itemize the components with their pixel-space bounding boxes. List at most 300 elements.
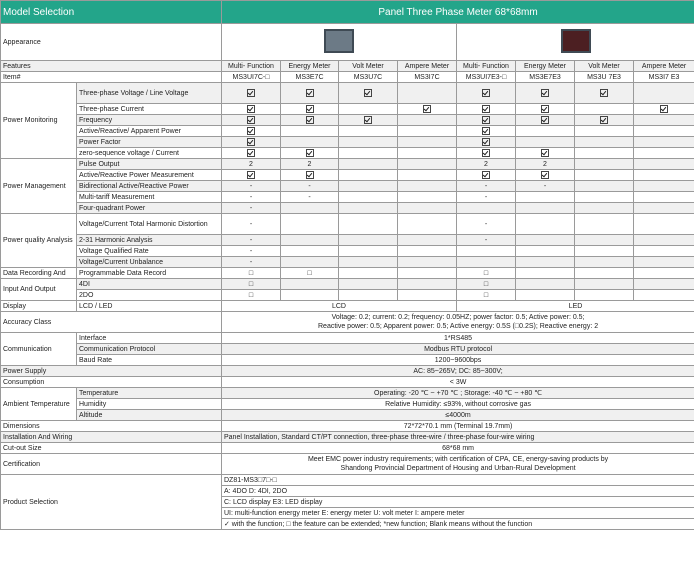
feature-value-cell [339, 235, 398, 246]
group-label: Data Recording And [1, 268, 77, 279]
check-icon [600, 89, 608, 97]
feature-value-cell [457, 203, 516, 214]
dimensions-label: Dimensions [1, 421, 222, 432]
check-icon [482, 116, 490, 124]
check-icon [541, 105, 549, 113]
feature-row [1, 137, 694, 148]
feature-check-cell [222, 137, 281, 148]
feature-value-cell [398, 279, 457, 290]
feature-value-cell: □ [222, 279, 281, 290]
feature-value-cell: - [281, 192, 339, 203]
feature-value-cell [575, 279, 634, 290]
item-col: MS3E7C [281, 72, 339, 83]
feature-value-cell [634, 148, 694, 159]
item-label: Item# [1, 72, 222, 83]
feature-name: Programmable Data Record [77, 268, 222, 279]
feature-row [1, 203, 694, 214]
install-value: Panel Installation, Standard CT/PT connection, three-phase three-wire / three-phase four-wire wiring [222, 432, 694, 443]
consumption-value: < 3W [222, 377, 694, 388]
feature-value-cell [398, 159, 457, 170]
comm-baud-row [1, 355, 694, 366]
feature-value-cell [339, 203, 398, 214]
check-icon [306, 171, 314, 179]
feature-value-cell [575, 257, 634, 268]
feature-value-cell [398, 290, 457, 301]
feature-name: Voltage/Current Total Harmonic Distortion [77, 214, 222, 235]
feature-value-cell: - [457, 214, 516, 235]
feature-name: Voltage/Current Unbalance [77, 257, 222, 268]
feature-value-cell: - [457, 192, 516, 203]
group-label: Power Monitoring [1, 83, 77, 159]
feature-col: Volt Meter [575, 61, 634, 72]
feature-value-cell [634, 126, 694, 137]
check-icon [247, 127, 255, 135]
feature-name: Active/Reactive/ Apparent Power [77, 126, 222, 137]
feature-value-cell [398, 170, 457, 181]
check-icon [247, 138, 255, 146]
feature-check-cell [575, 83, 634, 104]
feature-value-cell [398, 203, 457, 214]
feature-value-cell [575, 246, 634, 257]
feature-value-cell [634, 137, 694, 148]
led-meter-image [561, 29, 591, 53]
feature-value-cell: - [457, 181, 516, 192]
feature-check-cell [281, 148, 339, 159]
feature-row [1, 115, 694, 126]
item-col: MS3I7C [398, 72, 457, 83]
altitude-label: Altitude [77, 410, 222, 421]
selection-label: Product Selection [1, 475, 222, 530]
feature-value-cell [575, 137, 634, 148]
accuracy-value [222, 312, 694, 333]
feature-check-cell [281, 170, 339, 181]
consumption-row [1, 377, 694, 388]
feature-name: Three-phase Voltage / Line Voltage [77, 83, 222, 104]
feature-value-cell [516, 290, 575, 301]
check-icon [364, 89, 372, 97]
feature-check-cell [516, 170, 575, 181]
feature-check-cell [222, 170, 281, 181]
humidity-label: Humidity [77, 399, 222, 410]
item-col: MS3U 7E3 [575, 72, 634, 83]
features-row [1, 61, 694, 72]
item-col: MS3I7 E3 [634, 72, 694, 83]
feature-col: Multi- Function [457, 61, 516, 72]
check-icon [247, 105, 255, 113]
feature-value-cell [398, 126, 457, 137]
feature-value-cell [575, 192, 634, 203]
feature-value-cell [339, 159, 398, 170]
feature-name: 2-31 Harmonic Analysis [77, 235, 222, 246]
protocol-value: Modbus RTU protocol [222, 344, 694, 355]
feature-value-cell [339, 148, 398, 159]
header-row [1, 1, 694, 24]
feature-value-cell [516, 268, 575, 279]
feature-value-cell: □ [222, 268, 281, 279]
feature-value-cell: - [222, 246, 281, 257]
feature-value-cell [339, 192, 398, 203]
feature-check-cell [398, 104, 457, 115]
feature-row [1, 181, 694, 192]
feature-value-cell [575, 104, 634, 115]
feature-check-cell [222, 148, 281, 159]
feature-value-cell: □ [457, 268, 516, 279]
feature-value-cell [634, 170, 694, 181]
check-icon [600, 116, 608, 124]
feature-col: Ampere Meter [398, 61, 457, 72]
cutout-row [1, 443, 694, 454]
feature-row [1, 126, 694, 137]
feature-value-cell [516, 126, 575, 137]
feature-col: Energy Meter [516, 61, 575, 72]
feature-value-cell [398, 137, 457, 148]
feature-value-cell [634, 203, 694, 214]
selection-line: UI: multi-function energy meter E: energy meter U: volt meter I: ampere meter [222, 508, 694, 519]
feature-value-cell: □ [281, 268, 339, 279]
feature-value-cell: - [457, 235, 516, 246]
cutout-label: Cut-out Size [1, 443, 222, 454]
feature-value-cell [516, 214, 575, 235]
feature-row [1, 192, 694, 203]
feature-check-cell [575, 115, 634, 126]
feature-check-cell [457, 83, 516, 104]
feature-value-cell: 2 [516, 159, 575, 170]
feature-name: Multi-tariff Measurement [77, 192, 222, 203]
install-label: Installation And Wiring [1, 432, 222, 443]
group-label: Power Management [1, 159, 77, 214]
dimensions-value: 72*72*70.1 mm (Terminal 19.7mm) [222, 421, 694, 432]
feature-row [1, 214, 694, 235]
feature-value-cell [575, 148, 634, 159]
feature-value-cell: - [222, 192, 281, 203]
feature-value-cell: □ [457, 279, 516, 290]
features-label: Features [1, 61, 222, 72]
check-icon [541, 149, 549, 157]
check-icon [247, 116, 255, 124]
power-supply-value: AC: 85~265V; DC: 85~300V; [222, 366, 694, 377]
selection-line: ✓ with the function; □ the feature can be extended; *new function; Blank means without the function [222, 519, 694, 530]
feature-value-cell [281, 203, 339, 214]
group-label: Power quality Analysis [1, 214, 77, 268]
feature-value-cell [339, 181, 398, 192]
feature-value-cell [634, 246, 694, 257]
certification-value [222, 454, 694, 475]
lcd-meter-image-cell [222, 24, 457, 61]
feature-check-cell [634, 104, 694, 115]
feature-value-cell [516, 203, 575, 214]
check-icon [660, 105, 668, 113]
feature-row [1, 170, 694, 181]
feature-value-cell [281, 214, 339, 235]
cert-line-2: Shandong Provincial Department of Housing and Urban-Rural Development [340, 465, 576, 472]
accuracy-line-2: Reactive power: 0.5; Apparent power: 0.5; Active energy: 0.5S (□0.2S); Reactive energy: 2 [318, 323, 599, 330]
feature-value-cell [634, 214, 694, 235]
feature-value-cell [398, 246, 457, 257]
feature-col: Volt Meter [339, 61, 398, 72]
feature-check-cell [339, 115, 398, 126]
feature-value-cell [339, 290, 398, 301]
feature-name: Voltage Qualified Rate [77, 246, 222, 257]
feature-value-cell [516, 235, 575, 246]
check-icon [247, 89, 255, 97]
cutout-value: 68*68 mm [222, 443, 694, 454]
feature-value-cell [281, 137, 339, 148]
consumption-label: Consumption [1, 377, 222, 388]
feature-value-cell [634, 192, 694, 203]
feature-value-cell [339, 137, 398, 148]
feature-name: Pulse Output [77, 159, 222, 170]
feature-value-cell: - [222, 181, 281, 192]
feature-name: 2DO [77, 290, 222, 301]
feature-value-cell [575, 268, 634, 279]
check-icon [482, 127, 490, 135]
check-icon [541, 171, 549, 179]
feature-value-cell [634, 235, 694, 246]
feature-value-cell: □ [457, 290, 516, 301]
feature-value-cell [339, 268, 398, 279]
interface-value: 1*RS485 [222, 333, 694, 344]
humidity-row [1, 399, 694, 410]
feature-name: Bidirectional Active/Reactive Power [77, 181, 222, 192]
feature-check-cell [516, 104, 575, 115]
feature-check-cell [222, 126, 281, 137]
feature-value-cell: 2 [457, 159, 516, 170]
led-meter-image-cell [457, 24, 694, 61]
feature-row [1, 148, 694, 159]
feature-check-cell [516, 83, 575, 104]
feature-value-cell [634, 268, 694, 279]
display-lcd: LCD [222, 301, 457, 312]
check-icon [541, 89, 549, 97]
feature-value-cell [281, 126, 339, 137]
feature-name: 4DI [77, 279, 222, 290]
feature-value-cell [634, 257, 694, 268]
feature-value-cell [398, 235, 457, 246]
feature-value-cell [281, 235, 339, 246]
feature-value-cell [634, 279, 694, 290]
feature-check-cell [516, 115, 575, 126]
feature-value-cell [457, 246, 516, 257]
feature-value-cell: - [222, 203, 281, 214]
feature-name: Frequency [77, 115, 222, 126]
item-col: MS3U7C [339, 72, 398, 83]
feature-check-cell [457, 137, 516, 148]
certification-label: Certification [1, 454, 222, 475]
feature-row [1, 235, 694, 246]
feature-check-cell [457, 126, 516, 137]
check-icon [306, 149, 314, 157]
feature-row [1, 257, 694, 268]
item-row [1, 72, 694, 83]
check-icon [482, 89, 490, 97]
feature-value-cell [516, 192, 575, 203]
feature-row [1, 246, 694, 257]
check-icon [306, 116, 314, 124]
comm-protocol-row [1, 344, 694, 355]
install-row [1, 432, 694, 443]
power-supply-row [1, 366, 694, 377]
baud-label: Baud Rate [77, 355, 222, 366]
comm-interface-row [1, 333, 694, 344]
dimensions-row [1, 421, 694, 432]
feature-name: Three-phase Current [77, 104, 222, 115]
humidity-value: Relative Humidity: ≤93%, without corrosive gas [222, 399, 694, 410]
feature-value-cell: - [222, 214, 281, 235]
check-icon [306, 89, 314, 97]
interface-label: Interface [77, 333, 222, 344]
feature-row [1, 83, 694, 104]
selection-line: C: LCD display E3: LED display [222, 497, 694, 508]
group-label: Input And Output [1, 279, 77, 301]
feature-value-cell: - [222, 257, 281, 268]
display-row [1, 301, 694, 312]
header-left: Model Selection [1, 1, 222, 24]
feature-value-cell [634, 159, 694, 170]
feature-name: Power Factor [77, 137, 222, 148]
feature-value-cell [634, 115, 694, 126]
feature-value-cell [457, 257, 516, 268]
feature-check-cell [457, 115, 516, 126]
appearance-label: Appearance [1, 24, 222, 61]
feature-value-cell: 2 [222, 159, 281, 170]
check-icon [482, 105, 490, 113]
check-icon [247, 171, 255, 179]
selection-line: DZ81-MS3□7□-□ [222, 475, 694, 486]
feature-value-cell [339, 126, 398, 137]
feature-check-cell [516, 148, 575, 159]
check-icon [482, 149, 490, 157]
feature-value-cell: □ [222, 290, 281, 301]
altitude-value: ≤4000m [222, 410, 694, 421]
feature-row [1, 290, 694, 301]
feature-value-cell: - [222, 235, 281, 246]
feature-value-cell [575, 203, 634, 214]
check-icon [306, 105, 314, 113]
accuracy-label: Accuracy Class [1, 312, 222, 333]
header-right: Panel Three Phase Meter 68*68mm [222, 1, 694, 24]
feature-row [1, 159, 694, 170]
feature-name: zero-sequence voltage / Current [77, 148, 222, 159]
feature-value-cell [398, 181, 457, 192]
display-label: Display [1, 301, 77, 312]
check-icon [423, 105, 431, 113]
feature-check-cell [281, 115, 339, 126]
feature-value-cell [575, 235, 634, 246]
display-led: LED [457, 301, 694, 312]
feature-value-cell [281, 257, 339, 268]
feature-value-cell [281, 279, 339, 290]
feature-value-cell [575, 126, 634, 137]
feature-value-cell [575, 214, 634, 235]
cert-line-1: Meet EMC power industry requirements; with certification of CPA, CE, energy-saving products by [307, 456, 609, 463]
accuracy-line-1: Voltage: 0.2; current: 0.2; frequency: 0.05HZ; power factor: 0.5; Active power: 0.5; [331, 314, 585, 321]
feature-value-cell [339, 214, 398, 235]
check-icon [364, 116, 372, 124]
check-icon [482, 138, 490, 146]
feature-name: Active/Reactive Power Measurement [77, 170, 222, 181]
feature-check-cell [222, 83, 281, 104]
item-col: MS3UI7E3-□ [457, 72, 516, 83]
feature-value-cell [339, 279, 398, 290]
temperature-row [1, 388, 694, 399]
display-sub: LCD / LED [77, 301, 222, 312]
feature-value-cell: - [516, 181, 575, 192]
feature-value-cell: 2 [281, 159, 339, 170]
feature-value-cell [516, 279, 575, 290]
lcd-meter-image [324, 29, 354, 53]
baud-value: 1200~9600bps [222, 355, 694, 366]
check-icon [247, 149, 255, 157]
feature-value-cell: - [281, 181, 339, 192]
feature-value-cell [339, 246, 398, 257]
certification-row [1, 454, 694, 475]
feature-value-cell [516, 137, 575, 148]
feature-value-cell [634, 181, 694, 192]
feature-check-cell [457, 148, 516, 159]
protocol-label: Communication Protocol [77, 344, 222, 355]
feature-value-cell [339, 170, 398, 181]
feature-col: Ampere Meter [634, 61, 694, 72]
feature-value-cell [339, 257, 398, 268]
item-col: MS3UI7C-□ [222, 72, 281, 83]
feature-value-cell [398, 83, 457, 104]
feature-value-cell [575, 170, 634, 181]
selection-line: A: 4DO D: 4DI, 2DO [222, 486, 694, 497]
feature-value-cell [339, 104, 398, 115]
feature-value-cell [575, 181, 634, 192]
feature-value-cell [398, 214, 457, 235]
feature-check-cell [339, 83, 398, 104]
temperature-value: Operating: -20 ℃ ~ +70 ℃ ; Storage: -40 ℃ ~ +80 ℃ [222, 388, 694, 399]
feature-check-cell [281, 104, 339, 115]
feature-value-cell [398, 115, 457, 126]
feature-value-cell [634, 290, 694, 301]
feature-row [1, 268, 694, 279]
feature-value-cell [634, 83, 694, 104]
feature-value-cell [398, 192, 457, 203]
appearance-row [1, 24, 694, 61]
power-supply-label: Power Supply [1, 366, 222, 377]
feature-value-cell [516, 257, 575, 268]
accuracy-row [1, 312, 694, 333]
feature-check-cell [457, 104, 516, 115]
feature-value-cell [398, 268, 457, 279]
feature-name: Four-quadrant Power [77, 203, 222, 214]
communication-label: Communication [1, 333, 77, 366]
feature-value-cell [516, 246, 575, 257]
check-icon [541, 116, 549, 124]
feature-value-cell [281, 290, 339, 301]
item-col: MS3E7E3 [516, 72, 575, 83]
feature-col: Multi- Function [222, 61, 281, 72]
altitude-row [1, 410, 694, 421]
feature-row [1, 104, 694, 115]
feature-check-cell [457, 170, 516, 181]
feature-value-cell [575, 159, 634, 170]
feature-check-cell [222, 104, 281, 115]
feature-row [1, 279, 694, 290]
ambient-label: Ambient Temperature [1, 388, 77, 421]
feature-col: Energy Meter [281, 61, 339, 72]
check-icon [482, 171, 490, 179]
selection-row [1, 475, 694, 486]
feature-value-cell [398, 257, 457, 268]
feature-value-cell [575, 290, 634, 301]
feature-check-cell [281, 83, 339, 104]
feature-value-cell [398, 148, 457, 159]
feature-value-cell [281, 246, 339, 257]
temperature-label: Temperature [77, 388, 222, 399]
